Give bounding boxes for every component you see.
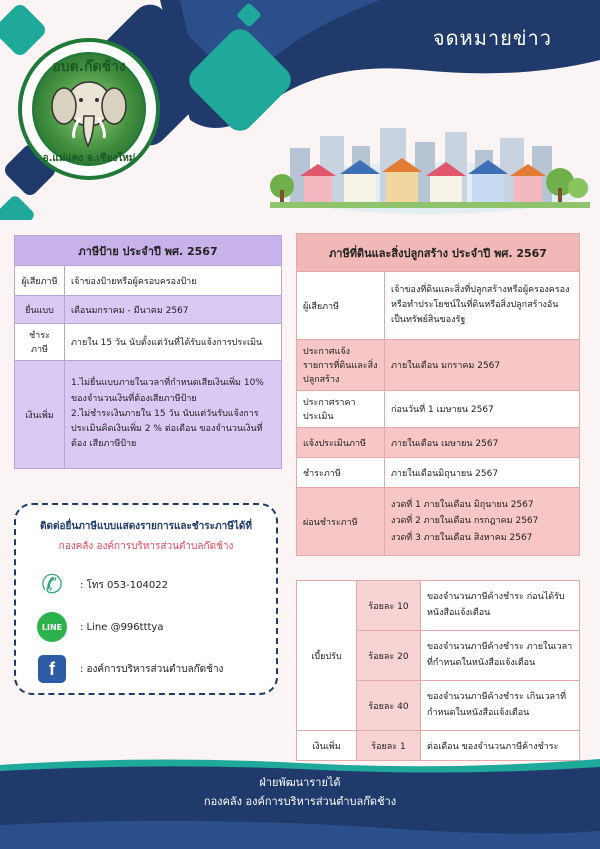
fine-desc: ของจำนวนภาษีค้างชำระ เกินเวลาที่กำหนดในหนังสือแจ้งเตือน	[421, 681, 580, 731]
table-row	[297, 488, 580, 556]
newsletter-title: จดหมายข่าว	[432, 26, 552, 50]
surcharge-label: เงินเพิ่ม	[297, 731, 357, 761]
row-label: ผู้เสียภาษี	[297, 272, 385, 340]
logo-text-bottom: อ.แม่แตง จ.เชียงใหม่	[42, 153, 136, 164]
row-label: เงินเพิ่ม	[15, 361, 65, 469]
fine-desc: ของจำนวนภาษีค้างชำระ ก่อนได้รับหนังสือแจ้งเตือน	[421, 581, 580, 631]
signboard-tax-title: ภาษีป้าย ประจำปี พศ. 2567	[15, 236, 282, 266]
land-tax-title: ภาษีที่ดินและสิ่งปลูกสร้าง ประจำปี พศ. 2567	[297, 234, 580, 272]
row-value: ภายในเดือน เมษายน 2567	[385, 428, 580, 458]
row-value	[65, 361, 282, 469]
phone-text: : โทร 053-104022	[80, 579, 168, 591]
row-label: ผู้เสียภาษี	[15, 266, 65, 296]
fine-rate: ร้อยละ 10	[357, 581, 421, 631]
city-illustration	[270, 128, 590, 218]
facebook-text: : องค์การบริหารส่วนตำบลก๊ดช้าง	[80, 663, 224, 675]
table-row	[297, 391, 580, 428]
contact-title: ติดต่อยื่นภาษีแบบแสดงรายการและชำระภาษีได้ที่	[40, 521, 252, 532]
fine-desc: ของจำนวนภาษีค้างชำระ ภายในเวลาที่กำหนดในหนังสือแจ้งเตือน	[421, 631, 580, 681]
land-tax-table	[296, 233, 580, 556]
row-label: ประกาศแจ้งรายการที่ดินและสิ่งปลูกสร้าง	[297, 340, 385, 391]
row-value: ภายในเดือน มกราคม 2567	[385, 340, 580, 391]
facebook-icon: f	[36, 653, 68, 685]
penalty-label: เบี้ยปรับ	[297, 581, 357, 731]
fine-rate: ร้อยละ 40	[357, 681, 421, 731]
installment-2: งวดที่ 2 ภายในเดือน กรกฎาคม 2567	[391, 516, 539, 527]
row-value: ก่อนวันที่ 1 เมษายน 2567	[385, 391, 580, 428]
contact-subtitle: กองคลัง องค์การบริหารส่วนตำบลก๊ดช้าง	[58, 541, 234, 552]
row-value: ภายในเดือนมิถุนายน 2567	[385, 458, 580, 488]
table-row	[15, 361, 282, 469]
installment-1: งวดที่ 1 ภายในเดือน มิถุนายน 2567	[391, 500, 534, 511]
table-row	[297, 581, 580, 631]
row-value: ภายใน 15 วัน นับตั้งแต่วันที่ได้รับแจ้งการประเมิน	[65, 324, 282, 361]
surcharge-rule-2: 2.ไม่ชำระเงินภายใน 15 วัน นับแต่วันรับแจ้งการประเมินคิดเงินเพิ่ม 2 % ต่อเดือน ของจำนวนเงินที่ต้อง เสียภาษีป้าย	[71, 408, 263, 450]
header-banner	[0, 0, 600, 220]
row-value: เจ้าของป้ายหรือผู้ครอบครองป้าย	[65, 266, 282, 296]
row-label: ผ่อนชำระภาษี	[297, 488, 385, 556]
table-row	[15, 324, 282, 361]
contact-box	[14, 503, 278, 695]
installment-3: งวดที่ 3 ภายในเดือน สิงหาคม 2567	[391, 532, 533, 543]
row-label: ประกาศราคาประเมิน	[297, 391, 385, 428]
fines-table	[296, 580, 580, 761]
row-label: ยื่นแบบ	[15, 296, 65, 324]
logo-text-top: อบต.ก๊ดช้าง	[52, 59, 126, 75]
fine-desc: ต่อเดือน ของจำนวนภาษีค้างชำระ	[421, 731, 580, 761]
table-row	[297, 458, 580, 488]
row-value: เจ้าของที่ดินและสิ่งที่ปลูกสร้างหรือผู้ครองครองหรือทำประโยชน์ในที่ดินหรือสิ่งปลูกสร้างอันเป็นทรัพย์สินของรัฐ	[385, 272, 580, 340]
table-row	[15, 266, 282, 296]
row-value: เดือนมกราคม - มีนาคม 2567	[65, 296, 282, 324]
footer-department: ฝ่ายพัฒนารายได้	[259, 776, 341, 789]
fine-rate: ร้อยละ 1	[357, 731, 421, 761]
table-row	[15, 296, 282, 324]
row-label: แจ้งประเมินภาษี	[297, 428, 385, 458]
surcharge-rule-1: 1.ไม่ยื่นแบบภายในเวลาที่กำหนดเสียเงินเพิ่ม 10% ของจำนวนเงินที่ต้องเสียภาษีป้าย	[71, 378, 264, 404]
line-icon: LINE	[36, 611, 68, 643]
elephant-icon	[50, 72, 128, 152]
fine-rate: ร้อยละ 20	[357, 631, 421, 681]
table-row	[297, 428, 580, 458]
organization-logo	[18, 38, 160, 180]
line-text: : Line @996tttya	[80, 621, 164, 633]
signboard-tax-table	[14, 235, 282, 469]
row-label: ชำระภาษี	[297, 458, 385, 488]
contact-phone[interactable]	[36, 569, 168, 601]
row-value	[385, 488, 580, 556]
footer-banner	[0, 755, 600, 849]
phone-icon: ✆	[41, 570, 63, 600]
footer-organization: กองคลัง องค์การบริหารส่วนตำบลก๊ดช้าง	[203, 795, 397, 808]
table-row	[297, 340, 580, 391]
contact-facebook[interactable]	[36, 653, 223, 685]
row-label: ชำระภาษี	[15, 324, 65, 361]
contact-line[interactable]	[36, 611, 163, 643]
table-row	[297, 272, 580, 340]
